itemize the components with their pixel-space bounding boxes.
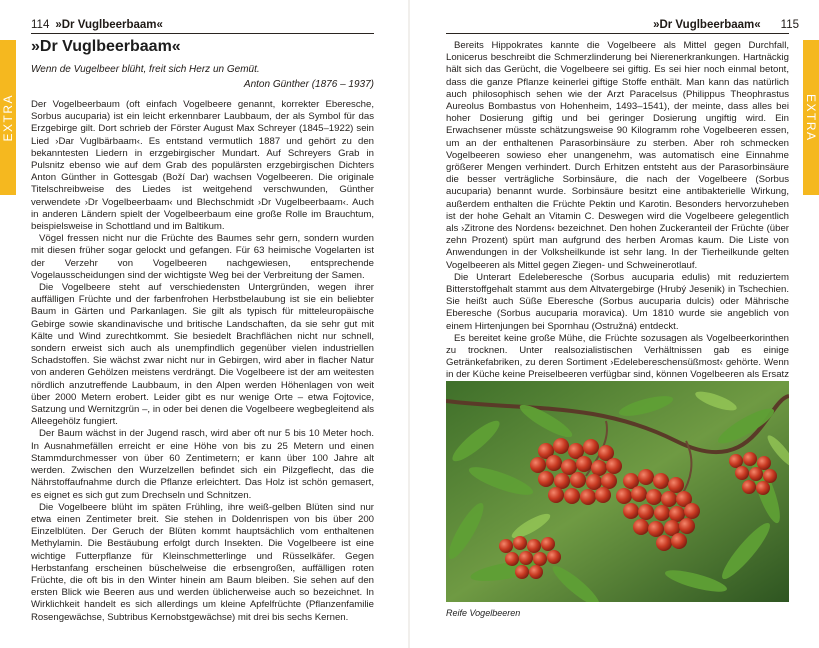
paragraph: Bereits Hippokrates kannte die Vogelbeere als Mittel gegen Durchfall, Lonicerus beschreibt die Schmerzlinderung bei Nierenerkrankungen. Hartnäckig hält sich das Gerücht, die Vogelbeere sei giftig. Es sei hier noch einmal betont, dass die ganze Pflanze keinerlei giftige Stoffe enthält. Man kann das natürlich auch philosophisch sehen wie der Arzt Paracelsus (Philippus Theophrastus Aureolus Bombastus von Hohenheim, 1493–1541), der meinte, dass alles bei hoher Dosierung giftig und bei geringer Dosierung ungiftig wird. Ein Erwachsener müsste schätzungsweise 90 Kilogramm rohe Vogelbeeren essen, um an der enthaltenen Parasorbinsäure zu sterben. Aber roh schmecken Vogelbeeren sowieso eher unangenehm, was automatisch eine Einnahme größerer Mengen verhindert. Durch Erhitzen entsteht aus der Parasorbinsäure die besser verträgliche Sorbinsäure, die nach der Vogelbeere (Sorbus aucuparia) benannt wurde. Sorbinsäure besitzt eine antibakterielle Wirkung, außerdem enthalten die Früchte Pektin und Karotin. Besonders hervorzuheben ist der hohe Gehalt an Vitamin C. Deswegen wird die Vogelbeere gelegentlich als ›Zitrone des Nordens‹ bezeichnet. Den hohen Zuckeranteil der Früchte (über zehn Prozent) spürt man aufgrund des herben Aromas kaum. Die Liste von Anwendungen in der Volksheilkunde ist sehr lang. In der Tierheilkunde gelten Vogelbeeren als Mittel gegen Ziegen- und Schweinerotlauf.	[446, 40, 789, 271]
right-extra-tab	[803, 40, 819, 195]
left-running-head	[31, 19, 163, 31]
paragraph: Der Vogelbeerbaum (oft einfach Vogelbeere genannt, korrekter Eberesche, Sorbus aucuparia) ist ein leicht erkennbarer Laubbaum, der als Symbol für das Erzgebirge gilt. Dort schrieb der Förster August Max Schreyer (1845–1922) sein Lied ›Dar Vuglbärbaam‹. Es entstand vermutlich 1887 und gehört zu den bekanntesten Liedern in erzgebirgischer Mundart. Auf Schreyers Grab in Pulsnitz ebenso wie auf dem Grab des populärsten erzgebirgischen Dichters Anton Günther in Gottesgab (Boží Dar) wachsen Vogelbeeren. Die originale Titelschreibweise des Liedes ist weitgehend verschwunden, Günther verwendete ›Dr Vogelbeerbaam‹ und Blechschmidt ›Dr Vugelbeerbaam‹. Auch in anderen Ländern spielt der Vogelbeerbaum eine große Rolle im Brauchtum, beispielsweise in Schottland und im Baltikum.	[31, 99, 374, 233]
paragraph: Die Vogelbeere blüht im späten Frühling, ihre weiß-gelben Blüten sind nur etwa einen Zentimeter breit. Sie stehen in Doldenrispen von bis über 200 Einzelblüten. Der Geruch der Blüten kommt hauptsächlich vom enthaltenen Methylamin. Die Bestäubung erfolgt durch Insekten. Die Vogelbeere ist eine wichtige Futterpflanze für Kleinschmetterlinge und Rüsselkäfer. Gegen Herbstanfang erscheinen büschelweise die erbsengroßen, auffälligen roten Früchte, die oft bis in den Winter hinein am Baum bleiben. Sie sehen auf den ersten Blick wie Beeren aus und werden üblicherweise auch so bezeichnet. In Wirklichkeit handelt es sich allerdings um kleine Apfelfrüchte (Pflanzenfamilie Rosengewächse, Subtribus Kernobstgewächse) mit drei bis sechs Kernen.	[31, 501, 374, 623]
right-page-number: 115	[780, 19, 799, 31]
paragraph: Der Baum wächst in der Jugend rasch, wird aber oft nur 5 bis 10 Meter hoch. In Ausnahmefällen erreicht er eine Höhe von bis zu 25 Metern und einen Stammdurchmesser von über 60 Zentimetern; er kann über 100 Jahre alt werden. Zwischen den Wurzelzellen befindet sich ein Pilzgeflecht, das die Nährstoffaufnahme durch die Pflanze erleichtert. Das Holz ist schön gemasert, es eignet es sich gut zum Drechseln und Schnitzen.	[31, 428, 374, 501]
left-extra-tab-label: EXTRA	[1, 93, 15, 142]
right-running-head	[653, 19, 799, 31]
rowan-berries-photo	[446, 381, 789, 602]
right-extra-tab-label: EXTRA	[804, 93, 818, 142]
right-header-rule	[446, 33, 789, 34]
left-page-number: 114	[31, 19, 50, 31]
chapter-title: »Dr Vuglbeerbaam«	[31, 38, 181, 55]
paragraph: Die Unterart Edeleberesche (Sorbus aucuparia edulis) mit reduziertem Bitterstoffgehalt stammt aus dem Altvatergebirge (Hrubý Jesenik) in Tschechien. Sie heißt auch Süße Eberesche (Sorbus aucuparia dulcis) oder Mährische Eberesche (Sorbus aucuparia moravica). Um 1810 wurde sie angeblich von einem Hirtenjungen bei Spornhau (Ostružná) entdeckt.	[446, 271, 789, 332]
left-running-title: »Dr Vuglbeerbaam«	[55, 19, 163, 31]
photo-caption: Reife Vogelbeeren	[446, 608, 521, 618]
rowan-berries-illustration	[446, 381, 789, 602]
epigraph: Wenn de Vugelbeer blüht, freit sich Herz un Gemüt.	[31, 64, 260, 75]
left-page	[0, 0, 409, 648]
epigraph-source: Anton Günther (1876 – 1937)	[243, 79, 374, 90]
left-header-rule	[31, 33, 374, 34]
paragraph: Es bereitet keine große Mühe, die Früchte sozusagen als Vogelbeerkorinthen zu trocknen. Unter realsozialistischen Verhältnissen gab es einige Getränkefabriken, zu deren Sortiment ›Edelebereschensüßmost‹ gehörte. Wenn in der Küche keine Preiselbeeren verfügbar sind, können Vogelbeeren als Ersatz	[446, 332, 789, 381]
right-running-title: »Dr Vuglbeerbaam«	[653, 19, 761, 31]
left-extra-tab	[0, 40, 16, 195]
paragraph: Die Vogelbeere steht auf verschiedensten Untergründen, wegen ihrer auffälligen Früchte und der farbenfrohen Herbstbelaubung ist sie ein beliebter Baum in Gärten und Parkanlagen. Sie gilt als typisch für mitteleuropäische Gebirge sowie skandinavische und britische Landschaften, da sie sehr gut mit Kälte und Wind zurechtkommt. Sie besiedelt Brachflächen nicht nur schnell, sondern erweist sich auch als unempfindlich gegenüber vielen industriellen Schadstoffen. Sie wächst zwar nicht nur in Gebirgen, wird aber in flacher Natur von anderen Gehölzen meistens verdrängt. Die Vogelbeere ist der am weitesten nördlich anzutreffende Laubbaum, in den Alpen werden Höhenlagen von weit über 2000 Metern erobert. Leider gibt es nur wenige Orte – etwa Fojtovice, Satzung und Wernitzgrün –, in oder bei denen die Vogelbeere wegbegleitend als Alleegehölz fungiert.	[31, 282, 374, 428]
right-page	[410, 0, 819, 648]
right-body-text	[446, 40, 789, 394]
paragraph: Vögel fressen nicht nur die Früchte des Baumes sehr gern, sondern wurden mit diesen früher sogar gelockt und gefangen. Für 63 heimische Vogelarten ist der Verzehr von Vogelbeeren nachgewiesen, entsprechende Vogelausscheidungen sind der wichtigste Weg bei der Verbreitung der Samen.	[31, 233, 374, 281]
left-body-text	[31, 99, 374, 624]
